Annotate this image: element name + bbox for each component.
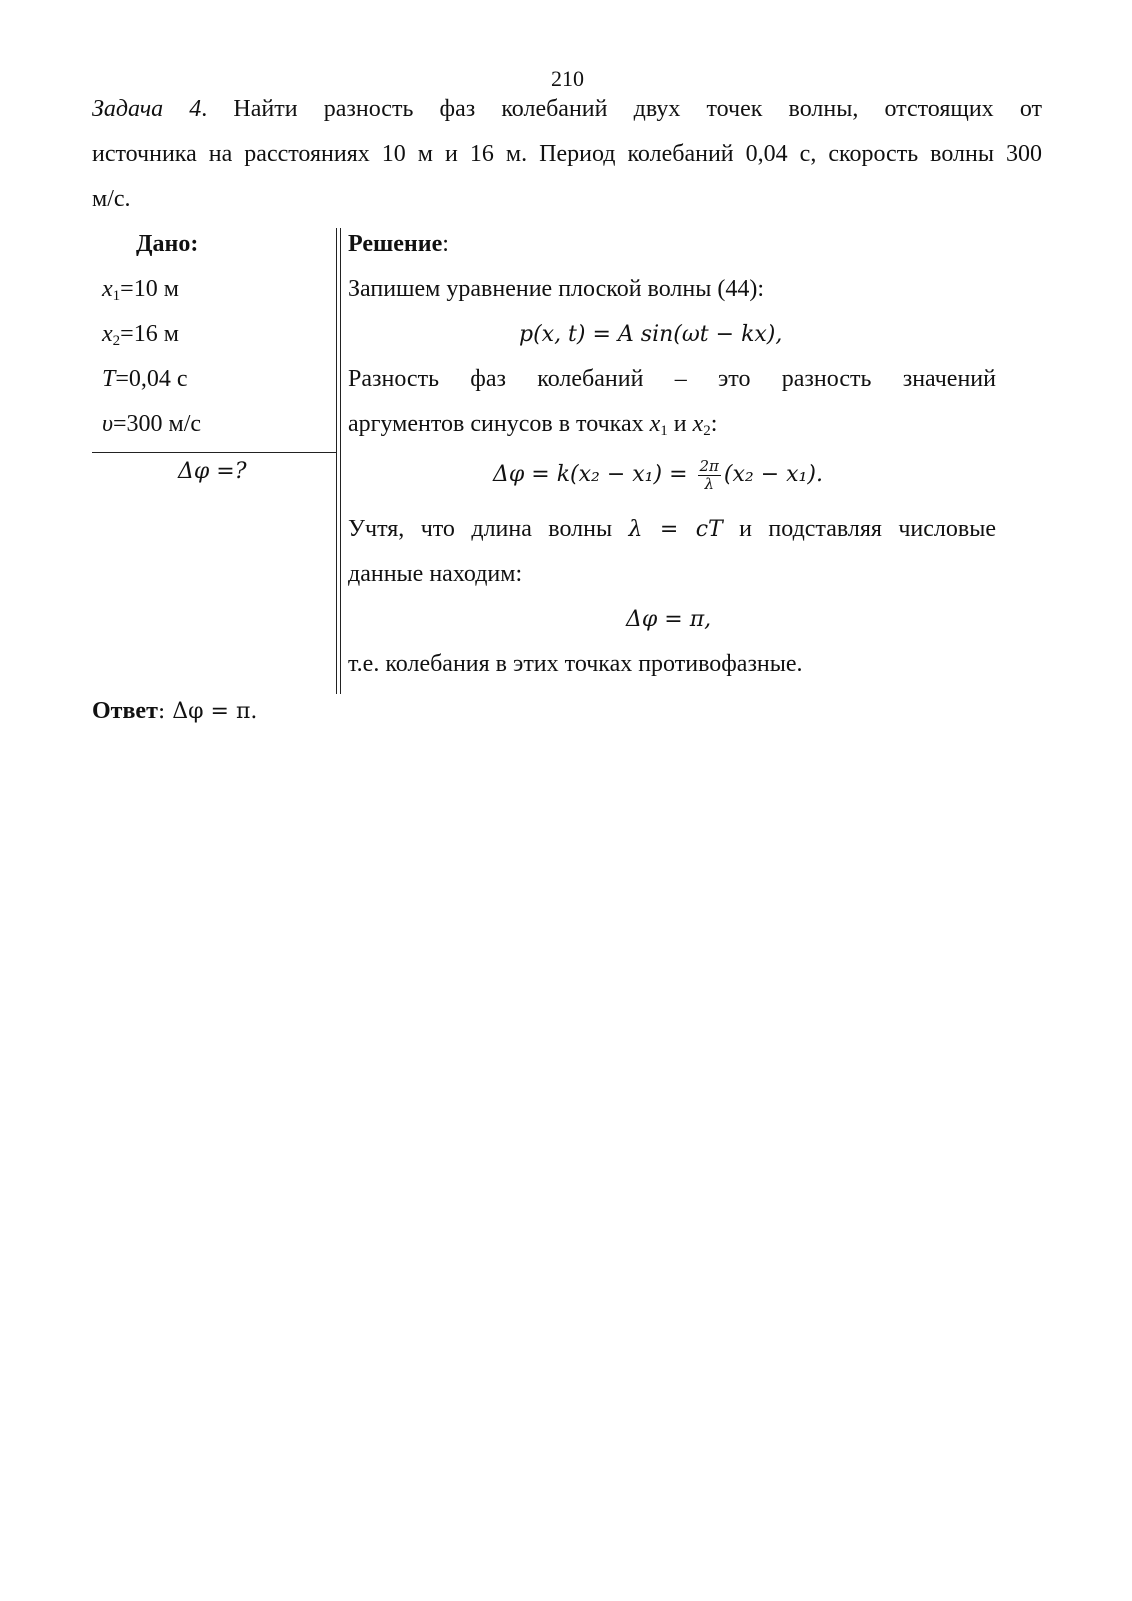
solution-x2-var: x xyxy=(692,411,704,437)
eq2-fraction xyxy=(698,458,721,493)
solution-x1-var: x xyxy=(649,411,661,437)
given-var-1: x xyxy=(102,276,113,302)
solution-header-colon: : xyxy=(442,231,449,257)
eq2-numerator: 2π xyxy=(699,457,719,475)
solution-line-6: т.е. колебания в этих точках противофазные. xyxy=(348,651,803,677)
solution-x2-sub: 2 xyxy=(703,423,711,439)
given-val-4: =300 м/с xyxy=(113,411,202,437)
solution-x1-sub: 1 xyxy=(660,423,668,439)
given-divider xyxy=(92,452,337,453)
problem-line-2: источника на расстояниях 10 м и 16 м. Период колебаний 0,04 с, скорость волны 300 xyxy=(92,141,1042,167)
wavelength-formula: λ = cT xyxy=(628,517,723,542)
given-val-3: =0,04 с xyxy=(115,366,188,392)
solution-line-3-text: аргументов синусов в точках xyxy=(348,411,650,437)
equation-result: Δφ = π, xyxy=(626,607,712,632)
solution-line-1: Запишем уравнение плоской волны (44): xyxy=(348,276,764,302)
eq2-left: Δφ = k(x₂ − x₁) = xyxy=(493,462,695,488)
given-val-1: =10 м xyxy=(120,276,179,302)
given-var-2: x xyxy=(102,321,113,347)
equation-phase-difference xyxy=(493,458,823,493)
eq2-right: (x₂ − x₁). xyxy=(723,462,823,488)
given-item-2 xyxy=(102,321,179,348)
problem-text-1: . Найти разность фаз колебаний двух точек волны, отстоящих от xyxy=(201,96,1042,122)
column-rule-left xyxy=(336,228,337,694)
solution-line-3 xyxy=(348,411,717,438)
solution-header xyxy=(348,231,449,258)
solution-line-4-text-a: Учтя, что длина волны xyxy=(348,516,629,542)
unknown-quantity: Δφ =? xyxy=(178,459,247,484)
given-header: Дано: xyxy=(136,231,199,257)
given-var-4: υ xyxy=(102,411,114,437)
problem-label: Задача 4 xyxy=(92,96,202,122)
solution-and: и xyxy=(667,411,693,437)
problem-line-3: м/с. xyxy=(92,186,131,212)
solution-line-3-end: : xyxy=(710,411,718,437)
given-val-2: =16 м xyxy=(120,321,179,347)
solution-line-4-text-b: и подставляя числовые xyxy=(722,516,997,542)
given-var-3: T xyxy=(102,366,116,392)
given-item-4 xyxy=(102,411,201,438)
eq2-denominator: λ xyxy=(704,475,714,493)
solution-line-2: Разность фаз колебаний – это разность значений xyxy=(348,366,996,392)
answer-value: : Δφ = π. xyxy=(157,699,258,724)
solution-line-5: данные находим: xyxy=(348,561,523,587)
given-sub-1: 1 xyxy=(112,288,121,304)
page-number: 210 xyxy=(551,66,584,91)
column-rule-right xyxy=(340,228,341,694)
given-sub-2: 2 xyxy=(112,333,121,349)
equation-plane-wave: p(x, t) = A sin(ωt − kx), xyxy=(519,322,783,347)
solution-header-text: Решение xyxy=(348,231,443,257)
problem-line-1 xyxy=(92,96,1042,123)
answer-label: Ответ xyxy=(92,698,158,724)
given-item-3 xyxy=(102,366,188,393)
given-item-1 xyxy=(102,276,179,303)
solution-line-4 xyxy=(348,516,996,543)
answer xyxy=(92,698,257,725)
